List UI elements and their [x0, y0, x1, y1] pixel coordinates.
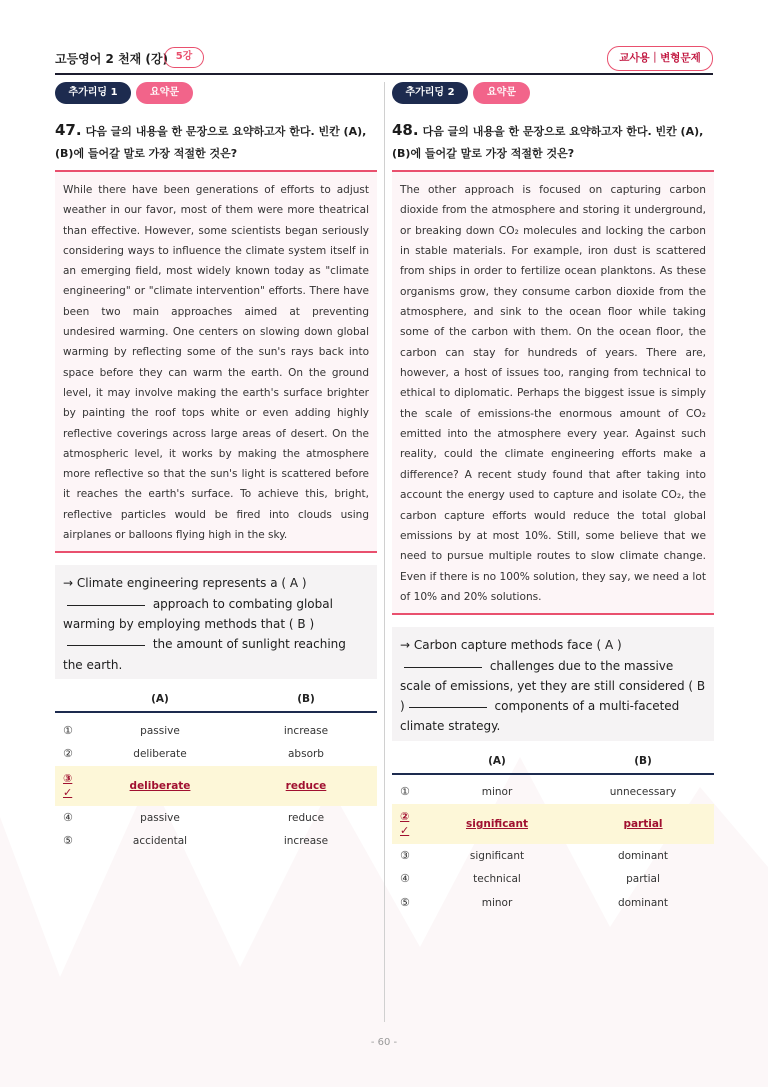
- page-number: - 60 -: [370, 1037, 398, 1048]
- check-icon: ✓: [63, 785, 73, 799]
- summary-part-2: challenges due to the massive scale of emissions, yet they are still considered ( B ): [400, 658, 706, 714]
- tag-row: [392, 82, 714, 104]
- textbook-title: 고등영어 2 천재 (강): [55, 52, 168, 66]
- choice-a: deliberate: [129, 779, 191, 792]
- choice-number: ③ ✓: [63, 771, 73, 799]
- blank-b: [67, 645, 145, 646]
- choice-number: ③: [400, 848, 410, 862]
- choice-a: minor: [481, 786, 513, 799]
- question-number: 47.: [55, 121, 82, 139]
- choice-b: dominant: [617, 849, 669, 862]
- summary-part-1: → Climate engineering represents a ( A ): [63, 576, 307, 591]
- summary-part-1: → Carbon capture methods face ( A ): [400, 638, 622, 653]
- teacher-version-badge: 교사용｜변형문제: [607, 46, 713, 71]
- summary-part-2: approach to combating global warming by employing methods that ( B ): [63, 596, 333, 631]
- summary-sentence: [55, 565, 377, 678]
- header-divider: [55, 73, 713, 75]
- question-prompt: [55, 119, 377, 165]
- column-a-header: (A): [488, 754, 506, 767]
- lesson-badge: 5강: [164, 47, 204, 68]
- extra-reading-tag: 추가리딩 1: [55, 82, 131, 104]
- choice-row[interactable]: [55, 806, 377, 830]
- blank-a: [404, 667, 482, 668]
- extra-reading-tag: 추가리딩 2: [392, 82, 468, 104]
- answer-choices-table: [55, 687, 377, 853]
- column-b-header: (B): [297, 692, 315, 705]
- reading-passage: The other approach is focused on capturing carbon dioxide from the atmosphere and storing it underground, or breaking down CO₂ molecules and locking the carbon in stable materials. For example, iron dust is scattered from ships in order to fertilize ocean planktons. As these organisms grow, they consume carbon dioxide from the atmosphere, and sink to the ocean floor while taking some of the carbon with them. On the ocean floor, the carbon can stay for hundreds of years. There are, however, a host of issues too, ranging from technical to ethical to diplomatic. Perhaps the biggest issue is simply the scale of emissions-the enormous amount of CO₂ emitted into the atmosphere every year. Against such reality, could the climate engineering efforts make a difference? A recent study found that after taking into account the energy used to capture and isolate CO₂, the carbon capture efforts would reduce the total global emissions by at most 10%. Still, some believe that we need to pursue multiple routes to slow climate change. Even if there is no 100% solution, they say, we need a lot of 10% and 20% solutions.: [392, 170, 714, 615]
- question-47-column: [55, 82, 377, 853]
- choice-number: ⑤: [63, 834, 73, 848]
- choice-a: accidental: [132, 835, 188, 848]
- reading-passage: While there have been generations of efforts to adjust weather in our favor, most of them were more theatrical than effective. However, some scientists began seriously considering ways to influence the climate system itself in an emerging field, most widely known today as "climate engineering" or "climate intervention" efforts. There have been two main approaches aimed at preventing undesired warming. One centers on slowing down global warming by reflecting some of the sun's rays back into space before they can warm the earth. On the ground level, it may involve making the earth's surface brighter by painting the roof tops white or even adding highly reflective coverings across large areas of desert. On the atmospheric level, it works by making the atmosphere more reflective so that the sun's light is scattered before it reaches the earth's surface. To achieve this, bright, reflective particles would be fired into clouds using airplanes or balloons flying high in the sky.: [55, 170, 377, 553]
- question-text: 다음 글의 내용을 한 문장으로 요약하고자 한다. 빈칸 (A), (B)에 들어갈 말로 가장 적절한 것은?: [55, 125, 367, 160]
- choices-header: [392, 749, 714, 775]
- answer-choices-table: [392, 749, 714, 915]
- column-b-header: (B): [634, 754, 652, 767]
- choice-row[interactable]: [392, 781, 714, 805]
- question-text: 다음 글의 내용을 한 문장으로 요약하고자 한다. 빈칸 (A), (B)에 들어갈 말로 가장 적절한 것은?: [392, 125, 704, 160]
- summary-type-tag: 요약문: [473, 82, 530, 104]
- summary-part-3: the amount of sunlight reaching the earth.: [63, 637, 346, 672]
- choice-a: deliberate: [133, 748, 187, 761]
- choice-number: ④: [400, 872, 410, 886]
- choice-number: ② ✓: [400, 810, 410, 838]
- choice-number: ②: [63, 747, 73, 761]
- choice-b: absorb: [288, 748, 324, 761]
- choice-row[interactable]: [55, 829, 377, 853]
- choice-a: technical: [473, 873, 521, 886]
- correct-choice-row[interactable]: [392, 804, 714, 844]
- choice-row[interactable]: [392, 868, 714, 892]
- summary-type-tag: 요약문: [136, 82, 193, 104]
- summary-part-3: components of a multi-faceted climate strategy.: [400, 699, 680, 734]
- choice-b: partial: [626, 873, 660, 886]
- choice-b: increase: [283, 835, 329, 848]
- summary-sentence: [392, 627, 714, 740]
- question-prompt: [392, 119, 714, 165]
- blank-b: [409, 707, 487, 708]
- question-number: 48.: [392, 121, 419, 139]
- column-a-header: (A): [151, 692, 169, 705]
- choice-number: ①: [63, 723, 73, 737]
- choice-a: passive: [140, 724, 180, 737]
- check-icon: ✓: [400, 824, 410, 838]
- choice-b: reduce: [285, 779, 327, 792]
- choice-b: increase: [283, 724, 329, 737]
- page-header: [55, 44, 713, 74]
- choice-row[interactable]: [55, 742, 377, 766]
- choice-number: ④: [63, 810, 73, 824]
- choice-b: partial: [623, 818, 663, 831]
- column-divider: [384, 82, 385, 1022]
- choice-b: unnecessary: [609, 786, 677, 799]
- question-48-column: [392, 82, 714, 915]
- choice-a: significant: [465, 818, 529, 831]
- correct-choice-row[interactable]: [55, 766, 377, 806]
- tag-row: [55, 82, 377, 104]
- choice-row[interactable]: [392, 844, 714, 868]
- choice-row[interactable]: [392, 891, 714, 915]
- choice-number: ①: [400, 785, 410, 799]
- choice-b: dominant: [617, 896, 669, 909]
- choice-a: minor: [481, 896, 513, 909]
- choice-b: reduce: [287, 811, 325, 824]
- choices-header: [55, 687, 377, 713]
- choice-number: ⑤: [400, 895, 410, 909]
- choice-a: significant: [469, 849, 525, 862]
- blank-a: [67, 605, 145, 606]
- choice-a: passive: [140, 811, 180, 824]
- choice-row[interactable]: [55, 719, 377, 743]
